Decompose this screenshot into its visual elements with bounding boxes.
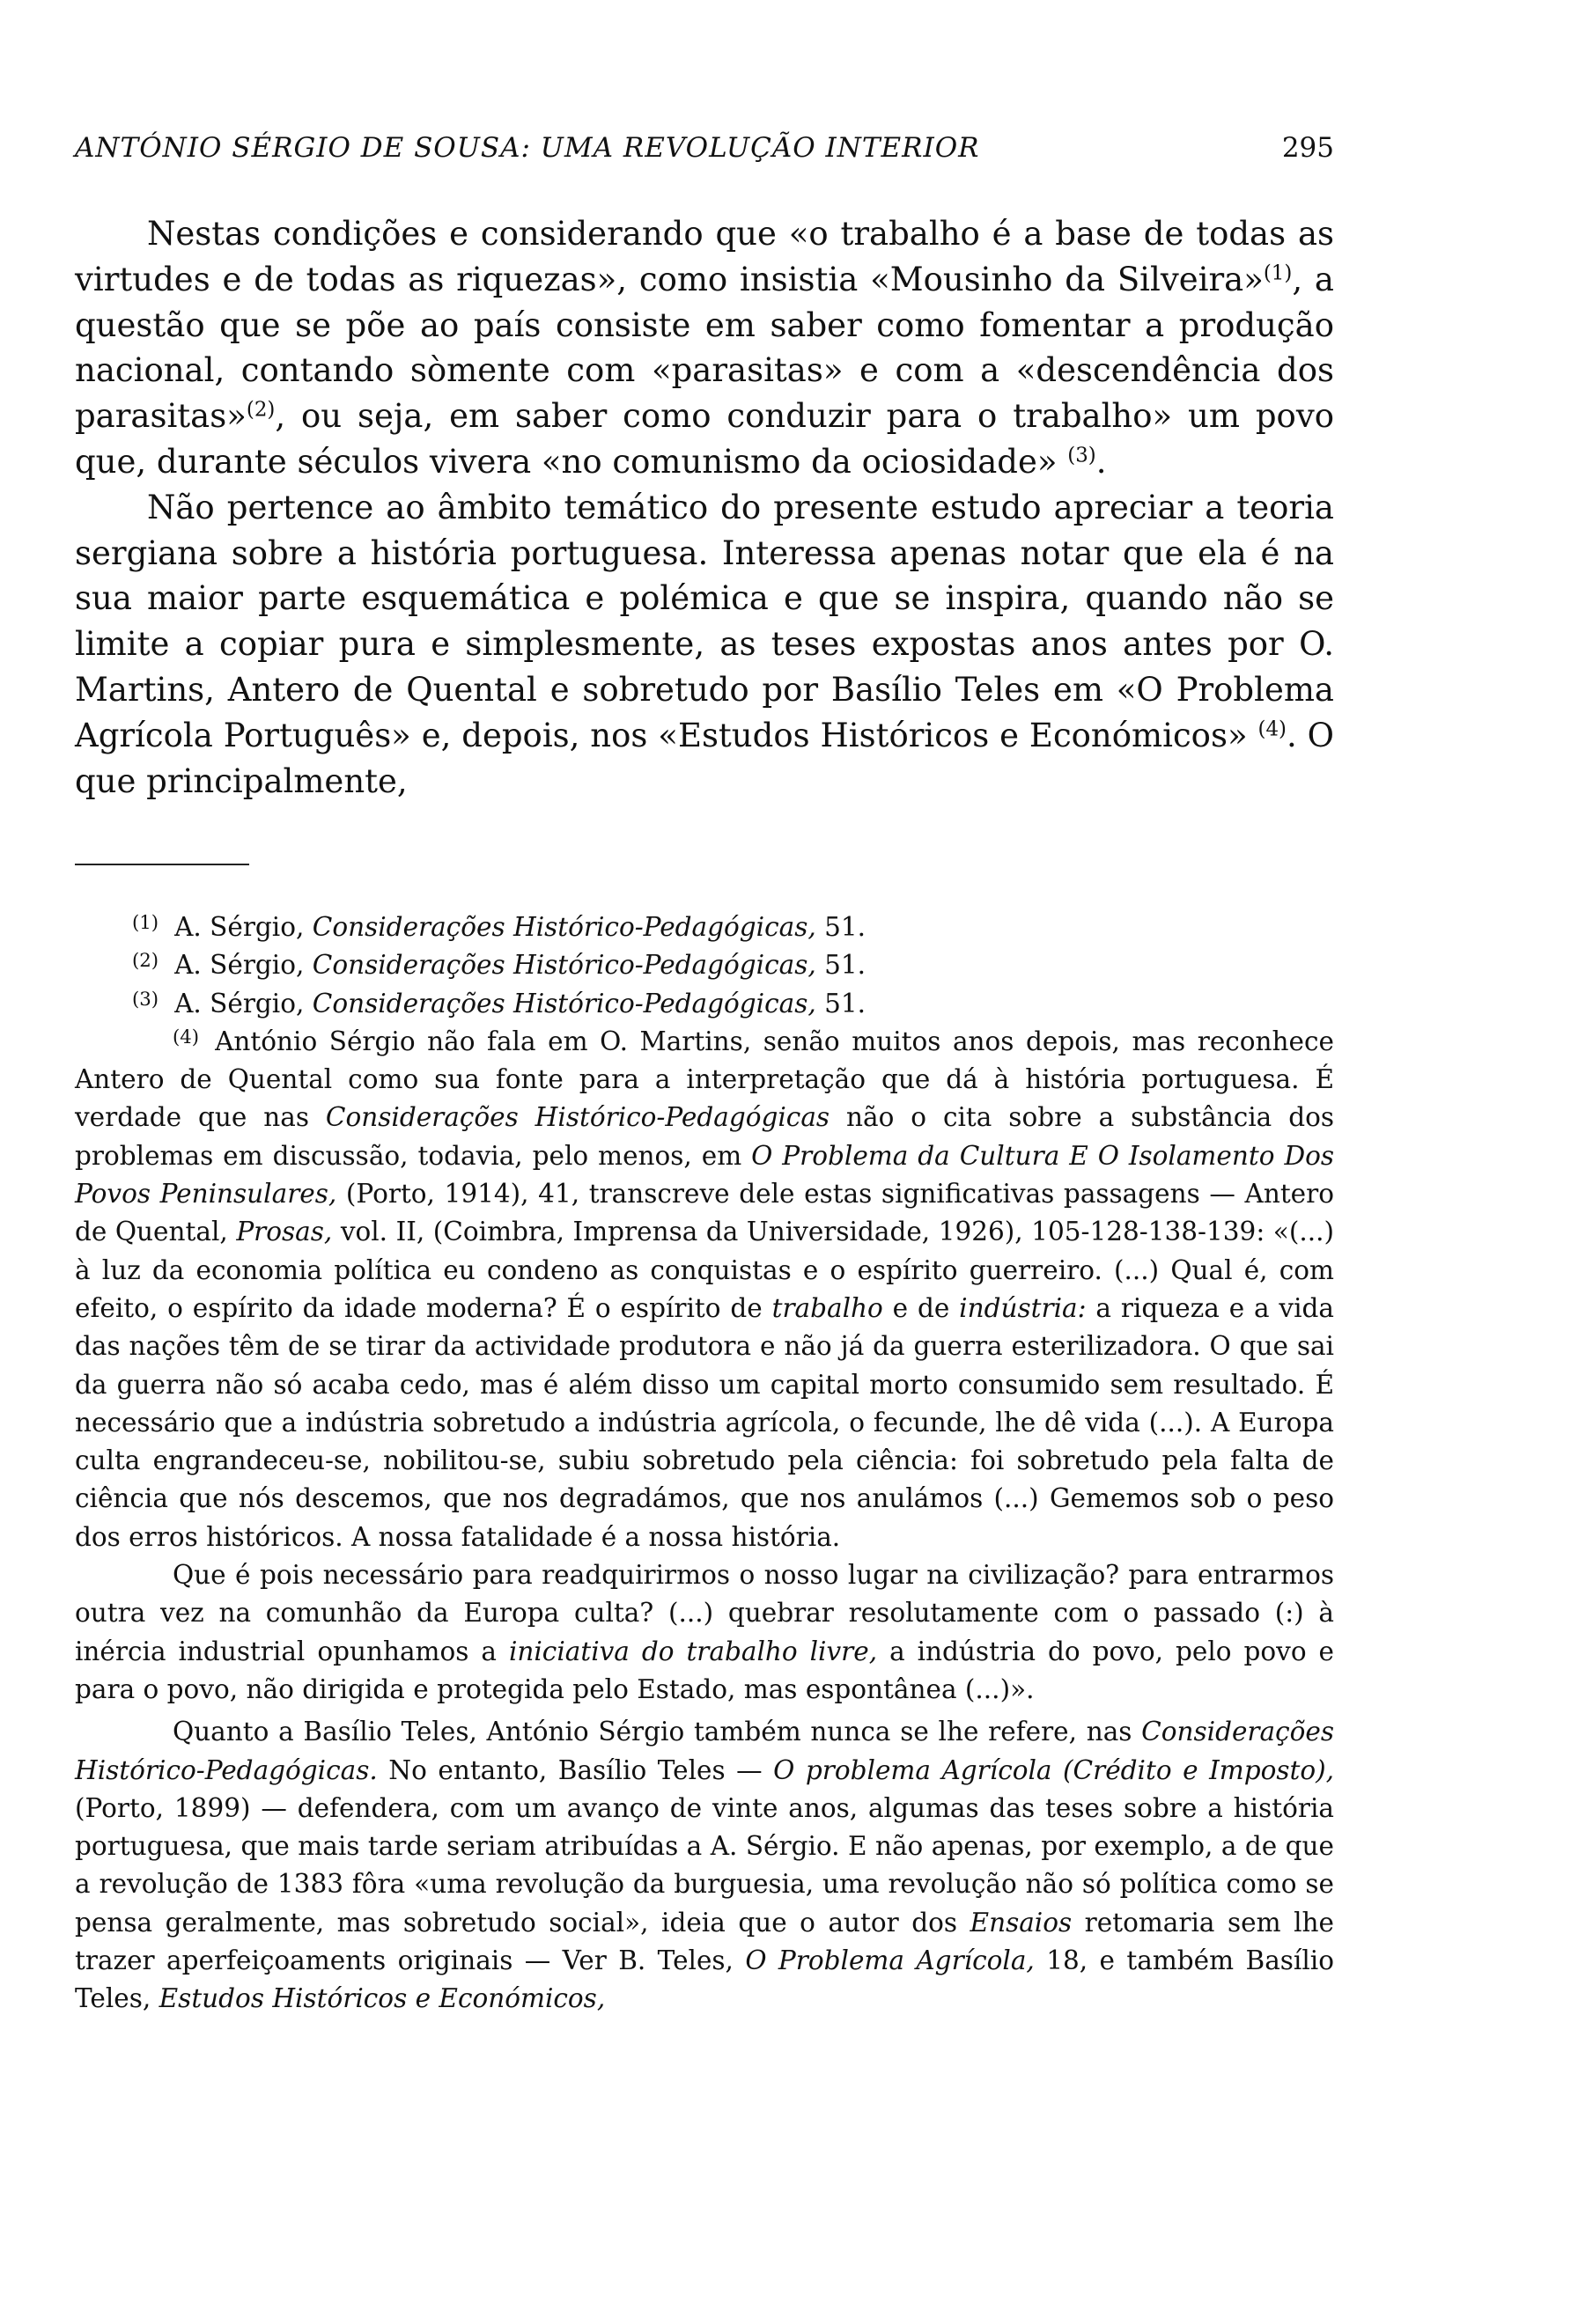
text-run: , ou seja, em saber como conduzir para o trabalho» um povo que, durante séculos vivera «no comunismo da ociosidade»	[75, 397, 1334, 481]
footnote-work-title: Considerações Histórico-Pedagógicas,	[312, 988, 816, 1019]
text-run: e de	[882, 1292, 960, 1323]
text-run: vol. II, (Coimbra, Imprensa da Universidade, 1926), 105-128-138-139: «(...) à luz da economia política eu condeno as conquistas e o espírito guerreiro. (...) Qual é, com efeito, o espírito da idade moderna? É o espírito de	[75, 1217, 1334, 1323]
footnote-number: (3)	[132, 988, 159, 1011]
italic-title: O problema Agrícola (Crédito e Imposto),	[773, 1754, 1334, 1785]
text-run: . O que principalmente,	[75, 716, 1334, 800]
footnote-2	[75, 946, 1334, 984]
footnote-ref-4: (4)	[1257, 717, 1287, 741]
footnote-4	[75, 1023, 1334, 1556]
text-run: (Porto, 1899) — defendera, com um avanço de vinte anos, algumas das teses sobre a história portuguesa, que mais tarde seriam atribuídas a A. Sérgio. E não apenas, por exemplo, a de que a revolução de 1383 fôra «uma revolução da burguesia, uma revolução não só política como se pensa geralmente, mas sobretudo social», ideia que o autor dos	[75, 1792, 1334, 1938]
text-run: a riqueza e a vida das nações têm de se tirar da actividade produtora e não já da guerra esterilizadora. O que sai da guerra não só acaba cedo, mas é além disso um capital morto consumido sem resultado. É necessário que a indústria sobretudo a indústria agrícola, o fecunde, lhe dê vida (...). A Europa culta engrandeceu-se, nobilitou-se, subiu sobretudo pela ciência: foi sobretudo pela falta de ciência que nós descemos, que nos degradámos, que nos anulámos (...) Gememos sob o peso dos erros históricos. A nossa fatalidade é a nossa história.	[75, 1292, 1335, 1552]
footnote-ref-3: (3)	[1067, 444, 1096, 467]
footnote-3	[75, 985, 1334, 1023]
italic-title: Prosas,	[236, 1217, 333, 1247]
text-run: não o cita sobre a substância dos problemas em discussão, todavia, pelo menos, em	[75, 1102, 1334, 1171]
italic-phrase: iniciativa do trabalho livre,	[508, 1636, 878, 1666]
running-title: ANTÓNIO SÉRGIO DE SOUSA: UMA REVOLUÇÃO INTERIOR	[75, 132, 980, 164]
footnote-number: (2)	[132, 950, 159, 973]
italic-title: Ensaios	[970, 1907, 1073, 1938]
footnote-4-paragraph-2	[75, 1556, 1334, 1709]
body-paragraph-2	[75, 485, 1334, 805]
footnote-page: 51.	[824, 950, 866, 981]
footnote-number: (4)	[173, 1026, 200, 1048]
main-text	[75, 211, 1334, 804]
footnote-ref-2: (2)	[246, 398, 276, 422]
text-run: retomaria sem lhe trazer aperfeiçoaments originais — Ver B. Teles,	[75, 1907, 1334, 1976]
page-number: 295	[1281, 132, 1334, 164]
footnote-work-title: Considerações Histórico-Pedagógicas,	[312, 950, 816, 981]
text-run: Nestas condições e considerando que «o trabalho é a base de todas as virtudes e de todas as riquezas», como insistia «Mousinho da Silveira»	[75, 215, 1334, 298]
footnotes	[75, 908, 1334, 2019]
text-run: 18, e também Basílio Teles,	[75, 1945, 1334, 2014]
text-run: , a questão que se põe ao país consiste em saber como fomentar a produção nacional, contando sòmente com «parasitas» e com a «descendência dos parasitas»	[75, 260, 1334, 436]
footnote-4-paragraph-3	[75, 1713, 1334, 2018]
text-run: .	[1095, 442, 1107, 481]
footnote-page: 51.	[824, 912, 866, 942]
footnote-page: 51.	[824, 988, 866, 1019]
footnote-author: A. Sérgio,	[174, 912, 305, 942]
footnote-ref-1: (1)	[1263, 261, 1293, 285]
footnote-author: A. Sérgio,	[174, 988, 305, 1019]
footnote-divider	[75, 864, 249, 865]
italic-term: trabalho	[771, 1292, 883, 1323]
italic-title: O Problema da Cultura E O Isolamento Dos Povos Peninsulares,	[75, 1140, 1334, 1210]
italic-title: Considerações Histórico-Pedagógicas.	[75, 1717, 1334, 1785]
body-paragraph-1	[75, 211, 1334, 485]
footnote-1	[75, 908, 1334, 946]
running-head	[75, 132, 1334, 164]
footnote-author: A. Sérgio,	[174, 950, 305, 981]
italic-title: Considerações Histórico-Pedagógicas	[325, 1102, 830, 1133]
text-run: Não pertence ao âmbito temático do presente estudo apreciar a teoria sergiana sobre a história portuguesa. Interessa apenas notar que ela é na sua maior parte esquemática e polémica e que se inspira, quando não se limite a copiar pura e simplesmente, as teses expostas anos antes por O. Martins, Antero de Quental e sobretudo por Basílio Teles em «O Problema Agrícola Português» e, depois, nos «Estudos Históricos e Económicos»	[75, 488, 1334, 754]
text-run: a indústria do povo, pelo povo e para o povo, não dirigida e protegida pelo Estado, mas espontânea (...)».	[75, 1636, 1335, 1704]
text-run: António Sérgio não fala em O. Martins, senão muitos anos depois, mas reconhece Antero de Quental como sua fonte para a interpretação que dá à história portuguesa. É verdade que nas	[75, 1026, 1334, 1133]
italic-title: Estudos Históricos e Económicos,	[159, 1983, 606, 2014]
text-run: No entanto, Basílio Teles —	[377, 1754, 774, 1785]
text-run: Quanto a Basílio Teles, António Sérgio também nunca se lhe refere, nas	[173, 1717, 1142, 1747]
text-run: Que é pois necessário para readquirirmos o nosso lugar na civilização? para entrarmos outra vez na comunhão da Europa culta? (...) quebrar resolutamente com o passado (:) à inércia industrial opunhamos a	[75, 1560, 1334, 1666]
italic-title: O Problema Agrícola,	[745, 1945, 1035, 1976]
italic-term: indústria:	[959, 1292, 1087, 1323]
footnote-work-title: Considerações Histórico-Pedagógicas,	[312, 912, 816, 942]
text-run: (Porto, 1914), 41, transcreve dele estas significativas passagens — Antero de Quental,	[75, 1179, 1335, 1247]
footnote-number: (1)	[132, 911, 159, 934]
